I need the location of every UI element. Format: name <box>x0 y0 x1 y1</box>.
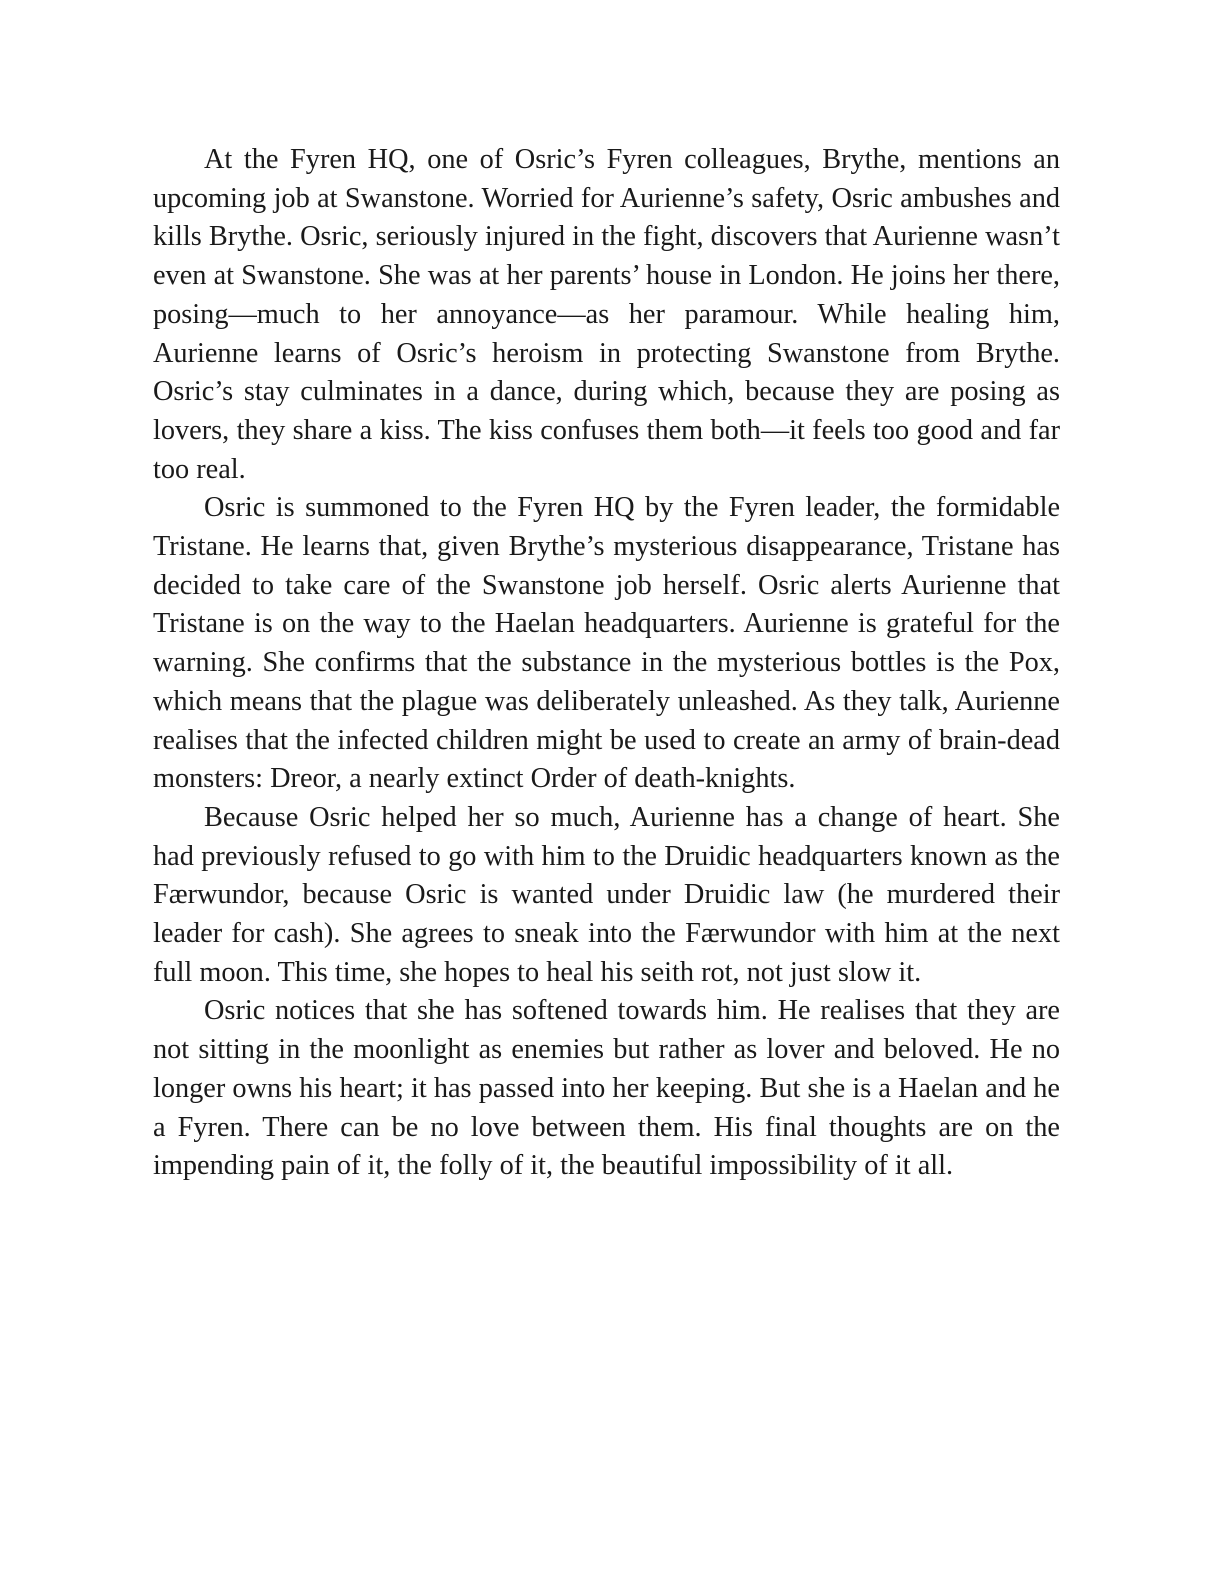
body-text <box>153 141 1060 1186</box>
paragraph: Osric is summoned to the Fyren HQ by the Fyren leader, the formidable Tristane. He learns that, given Brythe’s mysterious disappearance, Tristane has decided to take care of the Swanstone job herself. Osric alerts Aurienne that Tristane is on the way to the Haelan headquarters. Aurienne is grateful for the warning. She confirms that the substance in the mysterious bottles is the Pox, which means that the plague was deliberately unleashed. As they talk, Aurienne realises that the infected children might be used to create an army of brain-dead monsters: Dreor, a nearly extinct Order of death-knights. <box>153 492 1060 795</box>
paragraph: Osric notices that she has softened towards him. He realises that they are not sitting in the moonlight as enemies but rather as lover and beloved. He no longer owns his heart; it has passed into her keeping. But she is a Haelan and he a Fyren. There can be no love between them. His final thoughts are on the impending pain of it, the folly of it, the beautiful impossibility of it all. <box>153 995 1060 1182</box>
paragraph: Because Osric helped her so much, Aurienne has a change of heart. She had previously refused to go with him to the Druidic headquarters known as the Færwundor, because Osric is wanted under Druidic law (he murdered their leader for cash). She agrees to sneak into the Færwundor with him at the next full moon. This time, she hopes to heal his seith rot, not just slow it. <box>153 801 1060 988</box>
paragraph: At the Fyren HQ, one of Osric’s Fyren colleagues, Brythe, mentions an upcoming job at Swanstone. Worried for Aurienne’s safety, Osric ambushes and kills Brythe. Osric, seriously injured in the fight, discovers that Aurienne wasn’t even at Swanstone. She was at her parents’ house in London. He joins her there, posing—much to her annoyance—as her paramour. While healing him, Aurienne learns of Osric’s heroism in protecting Swanstone from Brythe. Osric’s stay culminates in a dance, during which, because they are posing as lovers, they share a kiss. The kiss confuses them both—it feels too good and far too real. <box>153 144 1060 485</box>
